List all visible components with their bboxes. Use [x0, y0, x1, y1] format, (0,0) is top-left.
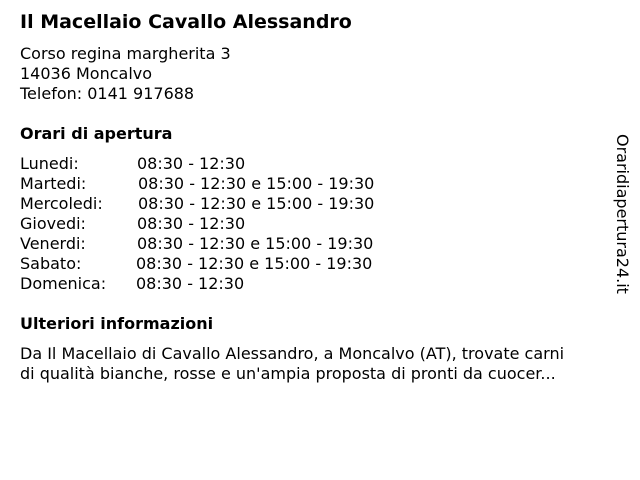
opening-hours-heading: Orari di apertura [20, 124, 173, 143]
day-label: Martedi: [20, 174, 87, 193]
time-value: 08:30 - 12:30 [137, 214, 246, 233]
description-line: Da Il Macellaio di Cavallo Alessandro, a Moncalvo (AT), trovate carni [20, 344, 565, 363]
time-value: 08:30 - 12:30 [136, 274, 245, 293]
time-value: 08:30 - 12:30 [137, 154, 246, 173]
phone-number: Telefon: 0141 917688 [20, 84, 195, 103]
business-description [20, 344, 620, 384]
day-label: Sabato: [20, 254, 82, 273]
more-info-heading: Ulteriori informazioni [20, 314, 214, 333]
description-line: di qualità bianche, rosse e un'ampia proposta di pronti da cuocer... [20, 364, 556, 383]
address-city: 14036 Moncalvo [20, 64, 153, 83]
time-value: 08:30 - 12:30 e 15:00 - 19:30 [138, 194, 375, 213]
time-value: 08:30 - 12:30 e 15:00 - 19:30 [138, 174, 375, 193]
time-value: 08:30 - 12:30 e 15:00 - 19:30 [136, 254, 373, 273]
site-watermark [612, 134, 632, 310]
day-label: Domenica: [20, 274, 107, 293]
day-label: Mercoledi: [20, 194, 103, 213]
day-label: Lunedi: [20, 154, 79, 173]
business-address [20, 44, 231, 104]
day-label: Venerdi: [20, 234, 86, 253]
time-value: 08:30 - 12:30 e 15:00 - 19:30 [137, 234, 374, 253]
address-street: Corso regina margherita 3 [20, 44, 231, 63]
day-label: Giovedi: [20, 214, 86, 233]
business-name: Il Macellaio Cavallo Alessandro [20, 11, 352, 33]
watermark-text: Oraridiapertura24.it [613, 134, 632, 294]
